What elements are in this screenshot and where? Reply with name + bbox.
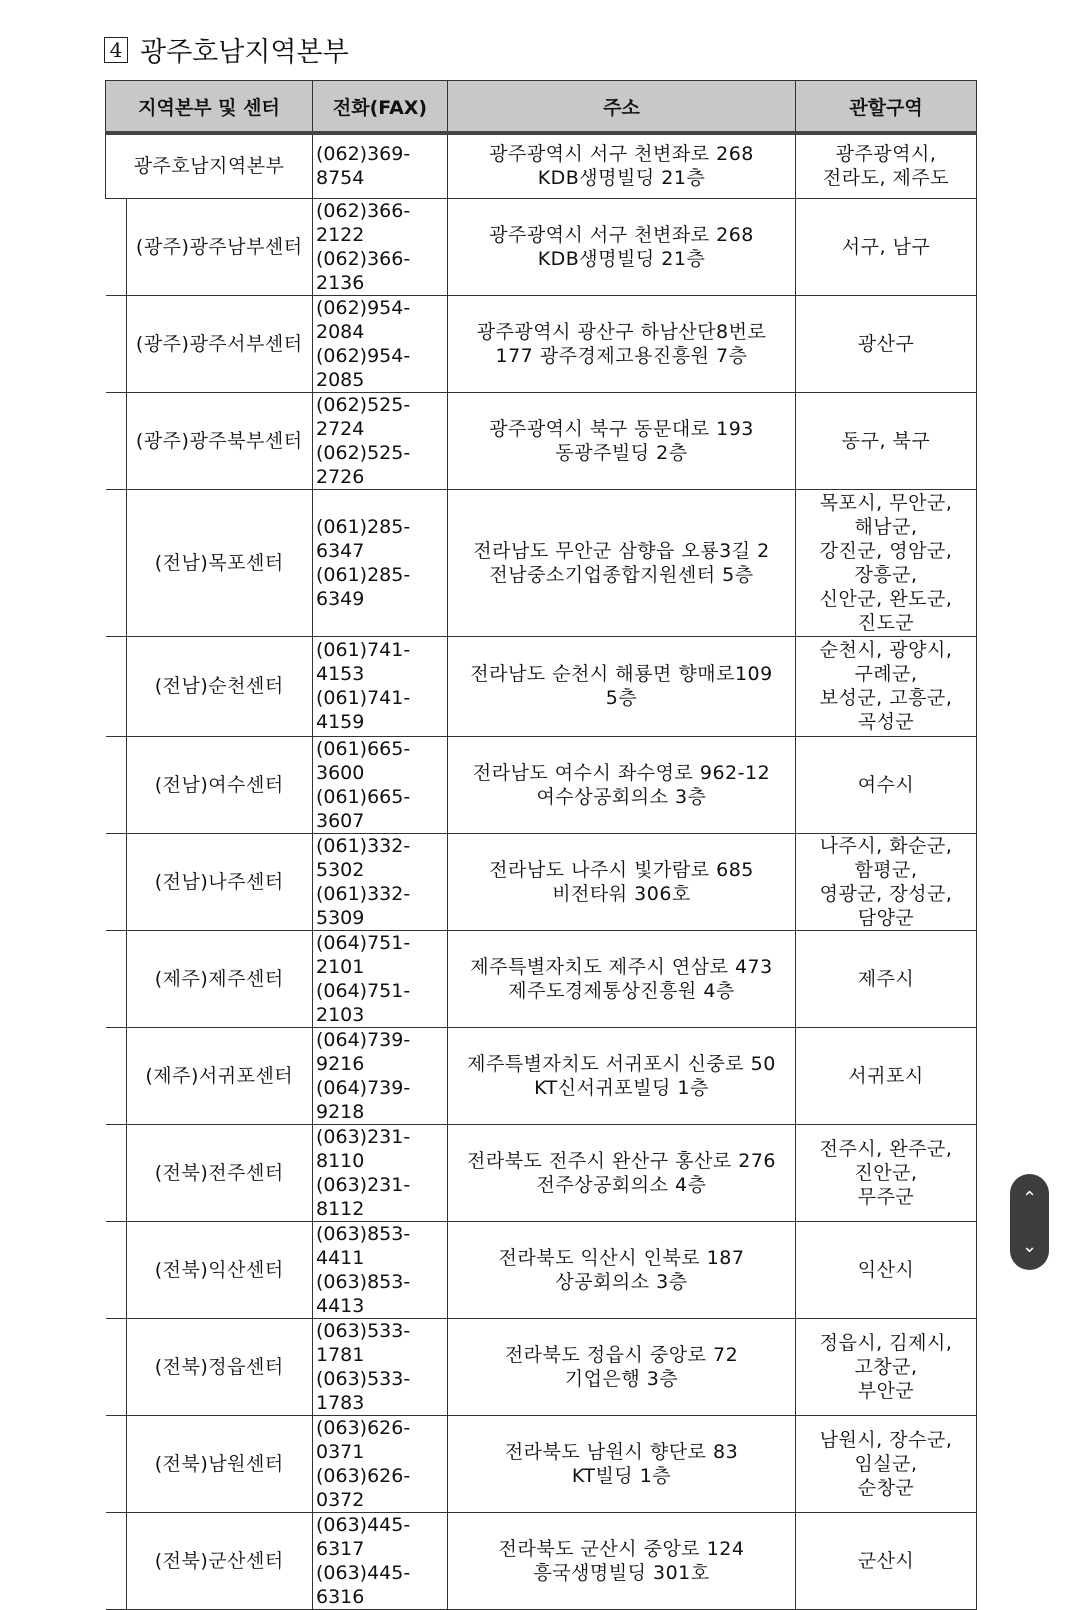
table-header (106, 81, 977, 134)
address-cell: 전라북도 전주시 완산구 홍산로 276 전주상공회의소 4층 (448, 1124, 796, 1221)
table-row (106, 198, 977, 295)
center-name-cell (106, 736, 313, 833)
phone-cell: (061)665-3600 (061)665-3607 (313, 736, 448, 833)
scroll-control[interactable] (1010, 1174, 1049, 1270)
center-name: (전남)나주센터 (126, 834, 313, 930)
area-cell: 남원시, 장수군, 임실군, 순창군 (796, 1415, 977, 1512)
address-cell: 제주특별자치도 제주시 연삼로 473 제주도경제통상진흥원 4층 (448, 930, 796, 1027)
area-cell: 서구, 남구 (796, 198, 977, 295)
address-cell: 전라남도 순천시 해룡면 향매로109 5층 (448, 636, 796, 736)
table-row (106, 392, 977, 489)
center-name-cell (106, 489, 313, 636)
area-cell: 정읍시, 김제시, 고창군, 부안군 (796, 1318, 977, 1415)
phone-cell: (062)954-2084 (062)954-2085 (313, 295, 448, 392)
center-name-cell (106, 1512, 313, 1609)
center-name: (전북)군산센터 (126, 1513, 313, 1609)
address-cell: 제주특별자치도 서귀포시 신중로 50 KT신서귀포빌딩 1층 (448, 1027, 796, 1124)
address-cell: 전라북도 익산시 인북로 187 상공회의소 3층 (448, 1221, 796, 1318)
area-cell: 군산시 (796, 1512, 977, 1609)
table-row (106, 1221, 977, 1318)
phone-cell: (061)741-4153 (061)741-4159 (313, 636, 448, 736)
area-cell: 제주시 (796, 930, 977, 1027)
area-cell: 동구, 북구 (796, 392, 977, 489)
center-name: (전남)여수센터 (126, 737, 313, 833)
center-name-cell (106, 1124, 313, 1221)
table-row (106, 636, 977, 736)
center-name: (전북)정읍센터 (126, 1319, 313, 1415)
address-cell: 광주광역시 서구 천변좌로 268 KDB생명빌딩 21층 (448, 133, 796, 198)
area-cell: 전주시, 완주군, 진안군, 무주군 (796, 1124, 977, 1221)
phone-cell: (063)626-0371 (063)626-0372 (313, 1415, 448, 1512)
chevron-down-icon[interactable]: ⌄ (1021, 1235, 1038, 1257)
address-cell: 전라북도 남원시 향단로 83 KT빌딩 1층 (448, 1415, 796, 1512)
section-number: 4 (104, 37, 128, 63)
table-row (106, 295, 977, 392)
address-cell: 전라남도 여수시 좌수영로 962-12 여수상공회의소 3층 (448, 736, 796, 833)
center-name: 광주호남지역본부 (133, 155, 285, 178)
center-name-cell (106, 930, 313, 1027)
center-name: (제주)제주센터 (126, 931, 313, 1027)
center-name-cell (106, 198, 313, 295)
area-cell: 순천시, 광양시, 구례군, 보성군, 고흥군, 곡성군 (796, 636, 977, 736)
table-row (106, 489, 977, 636)
section-title (104, 30, 349, 69)
area-cell: 나주시, 화순군, 함평군, 영광군, 장성군, 담양군 (796, 833, 977, 930)
table-row (106, 736, 977, 833)
area-cell: 서귀포시 (796, 1027, 977, 1124)
area-cell: 광주광역시, 전라도, 제주도 (796, 133, 977, 198)
table-row (106, 1415, 977, 1512)
center-name-cell (106, 833, 313, 930)
address-cell: 광주광역시 광산구 하남산단8번로 177 광주경제고용진흥원 7층 (448, 295, 796, 392)
table-row (106, 133, 977, 198)
address-cell: 전라남도 무안군 삼향읍 오룡3길 2 전남중소기업종합지원센터 5층 (448, 489, 796, 636)
center-name: (전북)익산센터 (126, 1222, 313, 1318)
address-cell: 광주광역시 서구 천변좌로 268 KDB생명빌딩 21층 (448, 198, 796, 295)
phone-cell: (063)533-1781 (063)533-1783 (313, 1318, 448, 1415)
phone-cell: (064)739-9216 (064)739-9218 (313, 1027, 448, 1124)
address-cell: 전라북도 정읍시 중앙로 72 기업은행 3층 (448, 1318, 796, 1415)
center-name-cell (106, 636, 313, 736)
table-row (106, 1124, 977, 1221)
phone-cell: (061)332-5302 (061)332-5309 (313, 833, 448, 930)
area-cell: 목포시, 무안군, 해남군, 강진군, 영암군, 장흥군, 신안군, 완도군, 진도군 (796, 489, 977, 636)
center-name-cell (106, 1221, 313, 1318)
center-name: (전남)순천센터 (126, 637, 313, 736)
center-name: (전남)목포센터 (126, 490, 313, 636)
phone-cell: (062)369-8754 (313, 133, 448, 198)
table-row (106, 1512, 977, 1609)
center-name-cell (106, 133, 313, 198)
area-cell: 광산구 (796, 295, 977, 392)
table-row (106, 1027, 977, 1124)
phone-cell: (062)366-2122 (062)366-2136 (313, 198, 448, 295)
center-name-cell (106, 1027, 313, 1124)
section-title-text: 광주호남지역본부 (140, 37, 349, 68)
phone-cell: (061)285-6347 (061)285-6349 (313, 489, 448, 636)
address-cell: 전라남도 나주시 빛가람로 685 비전타워 306호 (448, 833, 796, 930)
table-row (106, 833, 977, 930)
table-row (106, 1318, 977, 1415)
center-name: (광주)광주서부센터 (126, 296, 313, 392)
center-name: (제주)서귀포센터 (126, 1028, 313, 1124)
area-cell: 익산시 (796, 1221, 977, 1318)
center-name-cell (106, 1318, 313, 1415)
address-cell: 전라북도 군산시 중앙로 124 흥국생명빌딩 301호 (448, 1512, 796, 1609)
header-area: 관할구역 (796, 81, 977, 134)
table-row (106, 930, 977, 1027)
phone-cell: (062)525-2724 (062)525-2726 (313, 392, 448, 489)
chevron-up-icon[interactable]: ⌃ (1021, 1187, 1038, 1209)
center-name: (전북)남원센터 (126, 1416, 313, 1512)
header-phone: 전화(FAX) (313, 81, 448, 134)
phone-cell: (063)231-8110 (063)231-8112 (313, 1124, 448, 1221)
center-name: (광주)광주남부센터 (126, 199, 313, 295)
center-name-cell (106, 295, 313, 392)
center-name: (광주)광주북부센터 (126, 393, 313, 489)
center-name: (전북)전주센터 (126, 1125, 313, 1221)
phone-cell: (063)853-4411 (063)853-4413 (313, 1221, 448, 1318)
center-table (105, 80, 977, 1610)
address-cell: 광주광역시 북구 동문대로 193 동광주빌딩 2층 (448, 392, 796, 489)
phone-cell: (063)445-6317 (063)445-6316 (313, 1512, 448, 1609)
header-center: 지역본부 및 센터 (106, 81, 313, 134)
phone-cell: (064)751-2101 (064)751-2103 (313, 930, 448, 1027)
area-cell: 여수시 (796, 736, 977, 833)
header-address: 주소 (448, 81, 796, 134)
center-name-cell (106, 1415, 313, 1512)
center-name-cell (106, 392, 313, 489)
